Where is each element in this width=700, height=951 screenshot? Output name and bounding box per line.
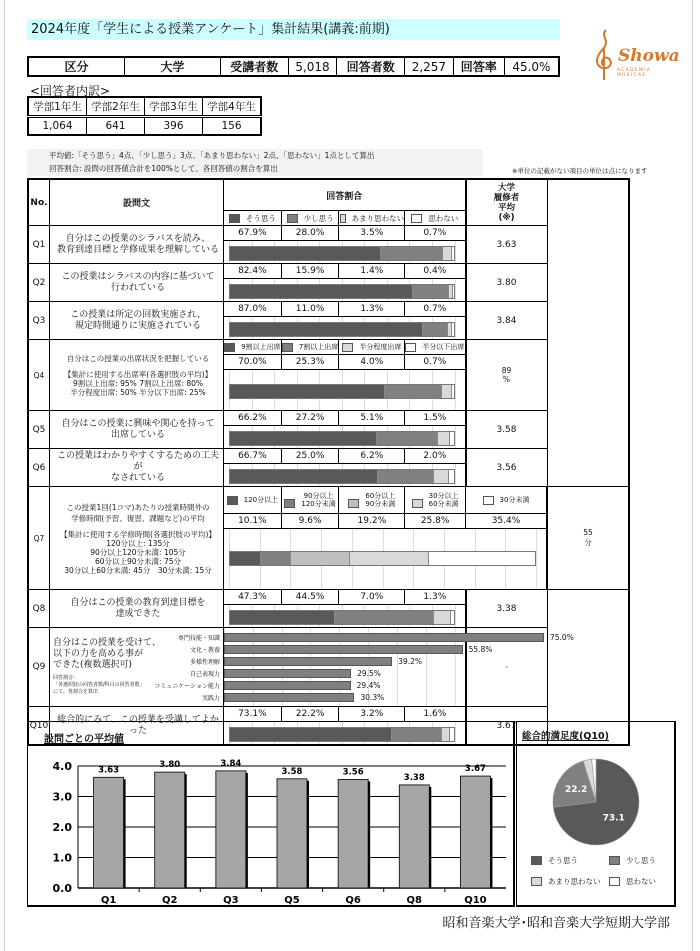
legend-somewhat-disagree: あまり思わない [339,211,405,226]
bar-segment [230,385,384,398]
respondents-value: 2,257 [404,57,453,76]
stacked-bar [229,551,536,566]
bar-chart-title: 設問ごとの平均値 [44,734,124,745]
swatch-icon [340,214,346,223]
question-main: この授業はシラバスの内容に基づいて 行われている [61,271,215,293]
question-text [50,226,224,264]
swatch-icon [348,499,359,508]
bar-segment [230,247,380,260]
question-number: Q8 [28,590,50,628]
breakdown-value: 641 [87,117,145,136]
bar-segment [376,432,437,445]
q9-bar-value: 39.2% [398,656,423,666]
swatch-icon [412,499,423,508]
q9-bar-value: 29.5% [357,668,381,678]
percent-label: 66.2% [224,411,282,426]
q9-chart [154,628,574,707]
table-row [28,590,629,605]
x-tick-label: Q2 [161,895,178,905]
pie-data-label: 22.2 [565,785,588,796]
percent-label: 0.4% [405,264,466,279]
question-note: 回答割合: 「各選択肢の回答者数/科目の回答者数」 にて、各割合を算出 [53,675,145,695]
q9-bar-label: コミュニケーション能力 [154,682,220,690]
y-tick-label: 3.0 [52,790,72,804]
question-text [50,487,224,590]
question-text [50,590,224,628]
question-text [50,302,224,340]
question-number: Q6 [28,449,50,487]
results-table [27,178,630,746]
question-main: 自分はこの授業を受けて、 以下の力を高める事が できた(複数選択可) [53,638,161,670]
bar-value-label: 3.80 [159,760,181,771]
clef-icon [590,28,620,83]
enrolled-label: 受講者数 [221,57,289,76]
bar-cell [224,426,466,449]
bar-segment [451,323,454,336]
bar-segment [441,385,451,398]
percent-label: 25.3% [281,355,339,370]
gridline [455,370,456,410]
q9-bar [224,645,463,654]
bar-segment [450,611,454,624]
gridline [536,529,537,589]
bar-cell [224,241,466,264]
y-tick-label: 2.0 [52,821,72,834]
percent-label: 66.7% [224,449,282,464]
question-average: 3.56 [466,449,548,487]
bar-segment [290,552,349,565]
swatch-icon [227,496,238,505]
stacked-bar [229,322,455,337]
breakdown-header: 学部2年生 [87,97,145,117]
breakdown-table [27,96,262,136]
q9-bar-value: 29.4% [356,680,381,690]
swatch-icon [609,856,620,865]
q9-bar-label: 多様性理解 [189,658,220,666]
table-row [28,449,629,464]
bar-segment [428,552,535,565]
question-text [50,449,224,487]
stacked-bar [229,284,455,299]
bar-segment [451,385,454,398]
bar-value-label: 3.84 [220,758,242,769]
header-average: 大学 履修者 平均 (※) [466,179,548,226]
question-number: Q7 [28,487,50,590]
q9-bar [224,657,392,666]
breakdown-value: 396 [145,117,203,136]
swatch-icon [411,214,422,223]
q9-bar-row [189,644,493,654]
question-average: 89 % [466,340,548,411]
bar-segment [230,470,377,483]
breakdown-value: 156 [203,117,262,136]
percent-label: 9.6% [281,514,339,529]
page-title: 2024年度「学生による授業アンケート」集計結果(講義:前期) [27,19,560,40]
gridline [455,605,456,627]
swatch-icon [531,877,542,886]
option-label: 半分程度出席 [359,343,402,352]
swatch-icon [609,877,620,886]
logo-subtext: ACADEMIA MUSICAE [617,68,652,78]
swatch-icon [531,856,542,865]
percent-label: 1.6% [405,707,466,722]
q9-bar-label: 専門技能・知識 [177,634,220,642]
option-label: 90分以上 120分未満 [301,491,336,508]
footer-institution: 昭和音楽大学･昭和音楽大学短期大学部 [442,916,670,931]
percent-label: 70.0% [224,355,282,370]
bar-segment [380,247,443,260]
percent-label: 2.0% [405,449,466,464]
pie-legend-somewhat-agree: 少し思う [609,855,656,866]
q9-bar-row [177,632,574,642]
percent-label: 0.7% [405,226,466,241]
question-main: この授業はわかりやすくするための工夫が なされている [56,451,219,483]
pie-chart-title: 総合的満足度(Q10) [522,731,609,742]
q9-bar-value: 30.3% [360,692,385,702]
satisfaction-pie-chart [516,721,676,907]
percent-label: 15.9% [281,264,339,279]
question-number: Q2 [28,264,50,302]
bar-segment [230,323,422,336]
gridline [455,426,456,448]
percent-label: 35.4% [466,514,548,529]
percent-label: 0.7% [405,302,466,317]
question-average: 3.80 [466,264,548,302]
question-main: 自分はこの授業の教育到達目標を 達成できた [70,597,206,619]
percent-label: 82.4% [224,264,282,279]
question-number: Q10 [28,707,50,746]
option-legend [224,340,282,355]
legend-somewhat-agree: 少し思う [281,211,339,226]
swatch-icon [483,496,494,505]
q9-bar [224,693,354,702]
question-number: Q3 [28,302,50,340]
percent-label: 11.0% [281,302,339,317]
swatch-icon [282,343,293,352]
table-row [28,707,629,722]
bar-segment [377,470,433,483]
option-label: 9割以上出席 [241,343,281,352]
option-legend [339,487,405,514]
bar [460,776,490,888]
bar-segment [230,611,334,624]
bar-cell [224,279,466,302]
bar-cell [224,317,466,340]
option-legend [281,340,339,355]
pie-legend-disagree: 思わない [609,876,656,887]
question-text [50,264,224,302]
x-tick-label: Q5 [284,895,300,905]
percent-label: 3.2% [339,707,405,722]
question-note: 【集計に使用する学修時間(各選択肢の平均)】 120分以上: 135分 90分以上120分未満: 105分 60分以上90分未満: 75分 30分以上60分未満: 45分 30分未満: 15分 [60,529,216,575]
enrolled-value: 5,018 [288,57,337,76]
pie-legend-somewhat-disagree: あまり思わない [531,876,601,887]
q9-bar-value: 75.0% [550,632,574,642]
bar [216,771,246,888]
percent-label: 10.1% [224,514,282,529]
percent-label: 1.3% [405,590,466,605]
legend-disagree: 思わない [405,211,466,226]
x-tick-label: Q3 [223,895,239,905]
stacked-bar [229,610,455,625]
percent-label: 28.0% [281,226,339,241]
q9-bar [224,681,351,690]
stacked-bar [229,431,455,446]
percent-label: 44.5% [281,590,339,605]
swatch-icon [287,214,298,223]
percent-label: 7.0% [339,590,405,605]
percent-label: 25.0% [281,449,339,464]
note-average: 平均値:「そう思う」4点、「少し思う」3点、「あまり思わない」2点、「思わない」1点として算出 [49,151,375,160]
bar [399,785,429,888]
bar-value-label: 3.56 [342,767,364,778]
showa-logo [590,28,680,83]
swatch-icon [229,214,240,223]
gridline [455,317,456,339]
logo-text: Showa [618,46,680,66]
summary-table [27,56,560,77]
q9-bar-row [189,656,423,666]
percent-label: 1.5% [405,411,466,426]
q9-bar-row [201,692,385,702]
stacked-bar [229,384,455,399]
option-legend [405,487,466,514]
bar-segment [422,323,447,336]
x-tick-label: Q10 [464,895,487,905]
gridline [455,464,456,486]
percent-label: 47.3% [224,590,282,605]
question-main: この授業1回(1コマ)あたりの授業時間外の 学修時間(予習、復習、課題など)の平均 [66,502,210,523]
rate-label: 回答率 [453,57,504,76]
breakdown-header: 学部4年生 [203,97,262,117]
bar-cell [224,370,466,411]
percent-label: 1.4% [339,264,405,279]
bar-segment [349,552,428,565]
question-main: 自分はこの授業のシラバスを読み、 教育到達目標と学修成果を理解している [56,233,219,255]
unit-note: ※単位の記載がない項目の単位は点になります [512,167,648,175]
q9-bar [224,633,544,642]
question-text [50,411,224,449]
swatch-icon [284,499,295,508]
bar-segment [230,552,260,565]
breakdown-header: 学部1年生 [28,97,87,117]
table-row [28,411,629,426]
percent-label: 4.0% [339,355,405,370]
breakdown-value: 1,064 [28,117,87,136]
gridline [455,241,456,263]
option-legend [466,487,548,514]
respondents-label: 回答者数 [337,57,405,76]
question-average: 3.63 [466,226,548,264]
stacked-bar [229,469,455,484]
category-value: 大学 [125,57,221,76]
swatch-icon [405,343,416,352]
header-question: 設問文 [50,179,224,226]
breakdown-header: 学部3年生 [145,97,203,117]
bar-segment [230,285,412,298]
bar-segment [452,285,454,298]
bar-segment [384,385,441,398]
bar-value-label: 3.58 [281,766,303,777]
bar [94,777,124,888]
q9-bar-label: 文化・教養 [189,646,220,654]
rate-value: 45.0% [504,57,559,76]
breakdown-label: <回答者内訳> [30,84,111,98]
percent-label: 67.9% [224,226,282,241]
option-label: 30分以上 60分未満 [428,491,459,508]
bar-value-label: 3.38 [403,772,425,783]
question-average: 55 分 [547,487,629,590]
option-legend [339,340,405,355]
y-tick-label: 0.0 [52,882,72,895]
y-tick-label: 4.0 [52,760,72,773]
bar [155,772,185,888]
bar [277,779,307,888]
question-average: 3.84 [466,302,548,340]
y-tick-label: 1.0 [52,851,72,865]
option-label: 7割以上出席 [298,343,339,352]
bar-cell [224,464,466,487]
bar-segment [448,470,453,483]
bar-cell [224,605,466,628]
option-label: 30分未満 [499,496,530,505]
bar-segment [412,285,448,298]
question-text [50,340,224,411]
bar-segment [334,611,433,624]
bar-segment [433,611,449,624]
gridline [455,279,456,301]
option-label: 60分以上 90分未満 [365,491,396,508]
option-label: 半分以下出席 [422,343,465,352]
table-row [28,264,629,279]
category-label: 区分 [28,57,125,76]
percent-label: 0.7% [405,355,466,370]
question-average: 3.38 [466,590,548,628]
bar-segment [433,470,448,483]
percent-label: 25.8% [405,514,466,529]
note-ratio: 回答割合: 設問の回答値合計を100%として、各回答値の割合を算出 [49,164,278,173]
legend-strongly-agree: そう思う [224,211,282,226]
table-row [28,628,629,707]
bar-value-label: 3.63 [98,765,120,776]
question-main: 総合的にみて、この授業を受講してよかった [57,714,219,736]
percent-label: 27.2% [281,411,339,426]
percent-label: 19.2% [339,514,405,529]
option-legend [405,340,466,355]
question-number: Q9 [28,628,50,707]
question-number: Q5 [28,411,50,449]
percent-label: 1.3% [339,302,405,317]
percent-label: 3.5% [339,226,405,241]
q9-bar-label: 実践力 [201,694,220,702]
percent-label: 73.1% [224,707,282,722]
bar-segment [230,432,376,445]
x-tick-label: Q6 [345,895,361,905]
q9-bar-label: 自己表現力 [189,670,220,678]
pie-chart-svg [517,742,674,872]
swatch-icon [342,343,353,352]
q9-bar [224,669,351,678]
header-ratio: 回答割合 [224,179,466,211]
bar-segment [451,247,454,260]
pie-data-label: 73.1 [602,813,625,824]
question-main: 自分はこの授業の出席状況を把握している [66,354,210,363]
question-average: 3.58 [466,411,548,449]
percent-label: 87.0% [224,302,282,317]
option-legend [224,487,282,514]
option-legend [281,487,339,514]
question-average: - [466,628,548,707]
percent-label: 5.1% [339,411,405,426]
x-tick-label: Q1 [100,895,117,905]
option-label: 120分以上 [243,496,279,505]
q9-bar-row [154,680,381,690]
table-row [28,340,629,355]
header-no: No. [28,179,50,226]
question-note: 【集計に使用する出席率(各選択肢の平均)】 9割以上出席: 95% 7割以上出席: 80% 半分程度出席: 50% 半分以下出席: 25% [63,370,213,397]
bar-cell [224,529,548,590]
question-number: Q1 [28,226,50,264]
question-main: この授業は所定の回数実施され、 規定時間通りに実施されている [70,309,206,331]
bar-segment [437,432,449,445]
table-row [28,302,629,317]
q9-bar-row [189,668,381,678]
swatch-icon [224,343,235,352]
percent-label: 22.2% [281,707,339,722]
question-number: Q4 [28,340,50,411]
stacked-bar [229,246,455,261]
q9-bar-value: 55.8% [468,644,493,654]
table-row [28,226,629,241]
average-bar-chart [27,721,515,907]
bar-segment [260,552,290,565]
table-row [28,487,629,514]
question-average: 3.67 [466,707,548,746]
bar-segment [442,247,451,260]
bar-value-label: 3.67 [464,764,486,775]
question-main: 自分はこの授業に興味や関心を持って 出席している [61,418,215,440]
bar [338,779,368,888]
x-tick-label: Q8 [406,895,423,905]
calculation-notes [27,149,483,176]
pie-legend-strongly-agree: そう思う [531,855,578,866]
bar-chart-svg [28,722,513,905]
percent-label: 6.2% [339,449,405,464]
bar-segment [449,432,453,445]
